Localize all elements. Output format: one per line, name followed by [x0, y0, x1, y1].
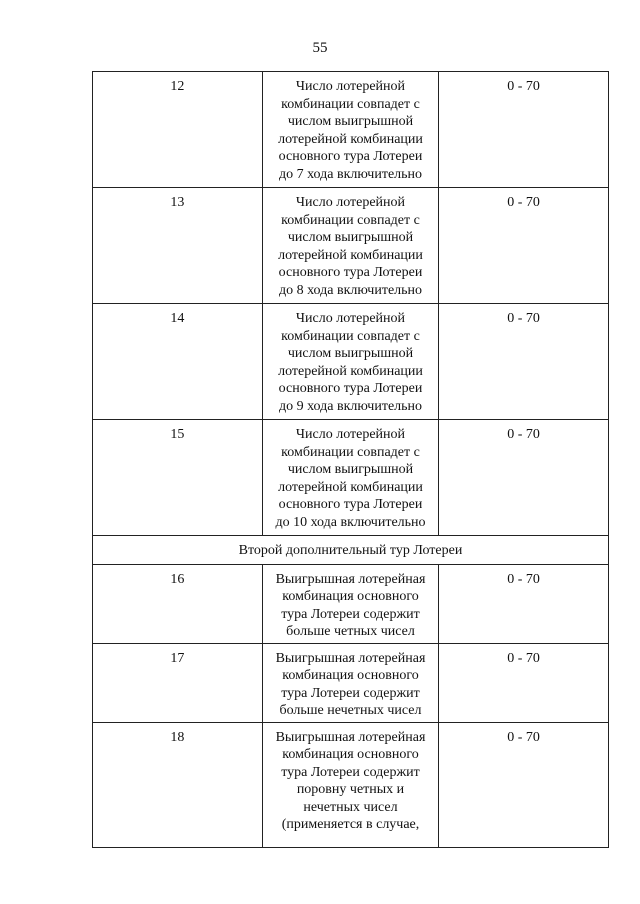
- description-line: числом выигрышной: [287, 114, 414, 129]
- row-number: 18: [93, 722, 263, 847]
- description-line: Выигрышная лотерейная: [275, 650, 426, 666]
- description-line: нечетных чисел: [303, 799, 398, 815]
- description-line: до 8 хода включительно: [278, 282, 423, 298]
- table-row: [93, 643, 609, 722]
- row-number: 17: [93, 643, 263, 722]
- description-line: тура Лотереи содержит: [281, 685, 420, 701]
- row-number: 16: [93, 564, 263, 643]
- description-line: числом выигрышной: [287, 230, 414, 245]
- table-row: [93, 722, 609, 847]
- description-line: комбинации совпадет с: [281, 212, 420, 228]
- section-header: Второй дополнительный тур Лотереи: [93, 536, 609, 565]
- table-row: [93, 564, 609, 643]
- description-line: лотерейной комбинации: [278, 479, 423, 495]
- row-number: 13: [93, 188, 263, 304]
- row-description: [262, 420, 438, 536]
- row-range: 0 - 70: [439, 420, 609, 536]
- row-range: 0 - 70: [439, 564, 609, 643]
- table-row: [93, 304, 609, 420]
- description-line: Число лотерейной: [295, 311, 406, 326]
- description-line: Число лотерейной: [295, 195, 406, 210]
- description-line: Выигрышная лотерейная: [275, 729, 426, 745]
- row-number: 12: [93, 72, 263, 188]
- description-line: до 10 хода включительно: [275, 514, 426, 530]
- description-line: основного тура Лотереи: [278, 265, 423, 280]
- row-number: 14: [93, 304, 263, 420]
- description-line: Выигрышная лотерейная: [275, 571, 426, 587]
- row-description: [262, 72, 438, 188]
- row-description: [262, 188, 438, 304]
- table-row: [93, 72, 609, 188]
- table-row: [93, 188, 609, 304]
- description-line: комбинация основного: [282, 589, 419, 604]
- description-line: до 9 хода включительно: [278, 398, 423, 414]
- row-description: [262, 722, 438, 847]
- table-row: [93, 420, 609, 536]
- description-line: Число лотерейной: [295, 79, 406, 94]
- row-range: 0 - 70: [439, 72, 609, 188]
- description-line: комбинация основного: [282, 668, 419, 683]
- description-line: больше нечетных чисел: [279, 703, 422, 718]
- description-line: Число лотерейной: [295, 427, 406, 442]
- description-line: до 7 хода включительно: [278, 166, 423, 182]
- description-line: комбинации совпадет с: [281, 96, 420, 112]
- row-range: 0 - 70: [439, 304, 609, 420]
- description-line: основного тура Лотереи: [278, 497, 423, 512]
- section-header-row: [93, 536, 609, 565]
- description-line: основного тура Лотереи: [278, 149, 423, 164]
- row-description: [262, 643, 438, 722]
- row-description: [262, 564, 438, 643]
- description-line: поровну четных и: [296, 782, 405, 797]
- description-line: комбинации совпадет с: [281, 444, 420, 460]
- prize-table: [92, 71, 609, 848]
- description-line: лотерейной комбинации: [278, 247, 423, 263]
- description-line: больше четных чисел: [286, 624, 415, 639]
- description-line: тура Лотереи содержит: [281, 764, 420, 780]
- description-line: комбинация основного: [282, 747, 419, 762]
- description-line: основного тура Лотереи: [278, 381, 423, 396]
- description-line: комбинации совпадет с: [281, 328, 420, 344]
- row-range: 0 - 70: [439, 188, 609, 304]
- row-range: 0 - 70: [439, 722, 609, 847]
- page-number: 55: [312, 40, 328, 56]
- row-description: [262, 304, 438, 420]
- description-line: числом выигрышной: [287, 462, 414, 477]
- row-number: 15: [93, 420, 263, 536]
- description-line: лотерейной комбинации: [278, 131, 423, 147]
- description-line: тура Лотереи содержит: [281, 606, 420, 622]
- row-range: 0 - 70: [439, 643, 609, 722]
- description-line: числом выигрышной: [287, 346, 414, 361]
- description-line: лотерейной комбинации: [278, 363, 423, 379]
- description-line: (применяется в случае,: [281, 817, 420, 832]
